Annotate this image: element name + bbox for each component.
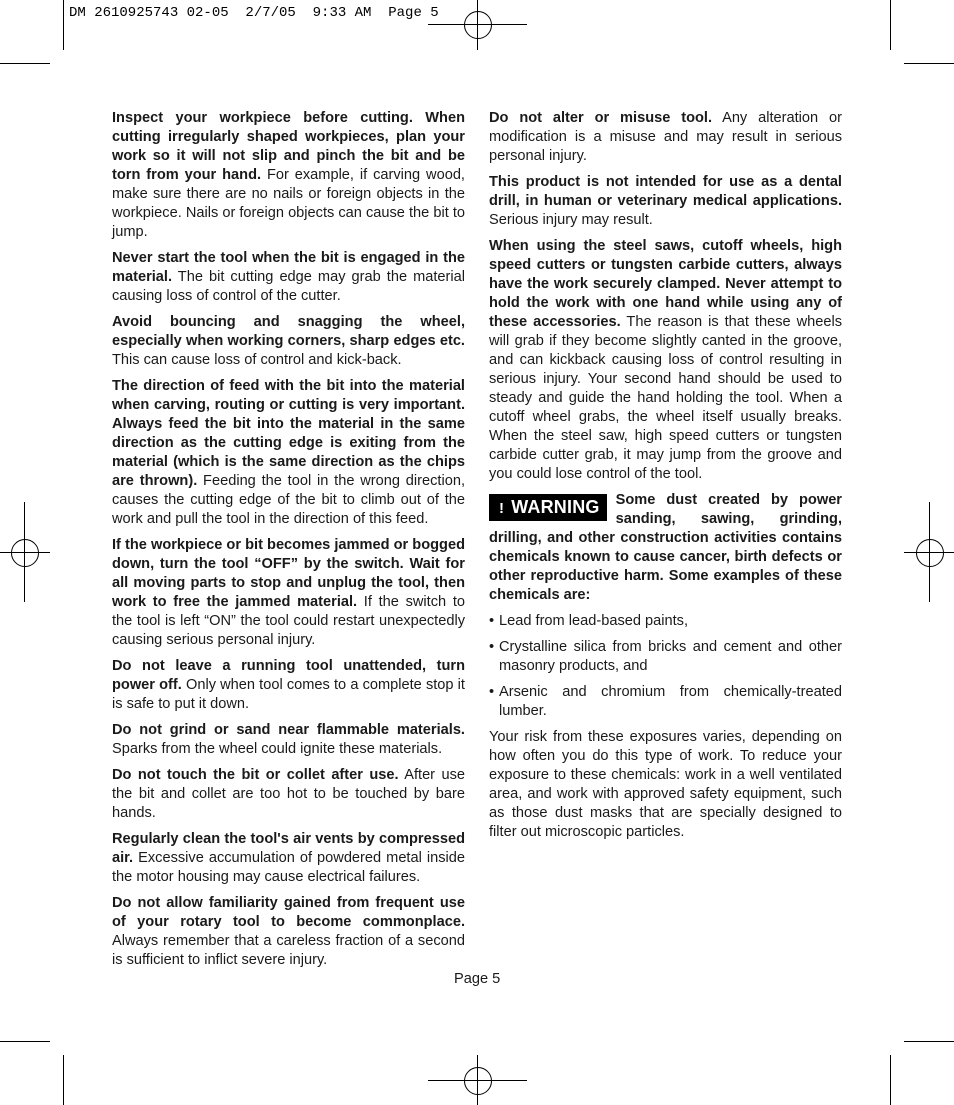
safety-paragraph — [112, 536, 465, 650]
safety-paragraph-lead: When using the steel saws, cutoff wheels, high speed cutters or tungsten carbide cutters, always have the work securely clamped. Never attempt to hold the work with one hand while using any of these accessories. — [489, 238, 842, 330]
safety-paragraph — [489, 109, 842, 166]
safety-paragraph — [489, 173, 842, 230]
safety-paragraph — [112, 721, 465, 759]
safety-paragraph — [112, 657, 465, 714]
safety-paragraph-lead: Regularly clean the tool's air vents by compressed air. — [112, 831, 465, 866]
registration-mark-circle — [464, 11, 492, 39]
crop-mark — [63, 1055, 64, 1105]
safety-paragraph-body: Always remember that a careless fraction of a second is sufficient to inflict severe injury. — [112, 933, 465, 968]
safety-paragraph-body: This can cause loss of control and kick-back. — [112, 352, 402, 368]
safety-paragraph-body: The reason is that these wheels will grab if they become slightly canted in the groove, and can kickback causing loss of control resulting in serious injury. Your second hand should be used to steady and guide the hand holding the tool. When a cutoff wheel grabs, the wheel itself usually breaks. When the steel saw, high speed cutters or tungsten carbide cutter grab, it may jump from the groove and you could lose control of the tool. — [489, 314, 842, 482]
crop-mark — [0, 1041, 50, 1042]
crop-mark — [63, 0, 64, 50]
registration-mark-circle — [464, 1067, 492, 1095]
right-column — [489, 109, 842, 849]
safety-paragraph-lead: Inspect your workpiece before cutting. When cutting irregularly shaped workpieces, plan your work so it will not slip and pinch the bit and be torn from your hand. — [112, 110, 465, 183]
safety-paragraph — [112, 109, 465, 242]
safety-paragraph — [489, 237, 842, 484]
registration-mark-circle — [11, 539, 39, 567]
safety-paragraph — [112, 377, 465, 529]
safety-paragraph — [112, 249, 465, 306]
safety-paragraph — [112, 313, 465, 370]
warning-notice — [489, 491, 842, 605]
safety-paragraph — [112, 894, 465, 970]
registration-mark-circle — [916, 539, 944, 567]
closing-paragraph: Your risk from these exposures varies, depending on how often you do this type of work. To reduce your exposure to these chemicals: work in a well ventilated area, and work with approved safety equipment, such as those dust masks that are specially designed to filter out microscopic particles. — [489, 729, 842, 840]
safety-paragraph-body: For example, if carving wood, make sure there are no nails or foreign objects in the workpiece. Nails or foreign objects can cause the bit to jump. — [112, 167, 465, 240]
safety-paragraph-lead: Do not touch the bit or collet after use. — [112, 767, 399, 783]
crop-mark — [890, 1055, 891, 1105]
safety-paragraph-body: If the switch to the tool is left “ON” the tool could restart unexpectedly causing serious personal injury. — [112, 594, 465, 648]
left-column — [112, 109, 465, 977]
safety-paragraph-lead: The direction of feed with the bit into the material when carving, routing or cutting is very important. Always feed the bit into the material in the same direction as the cutting edge is exiting from the material (which is the same direction as the chips are thrown). — [112, 378, 465, 489]
safety-paragraph-lead: Do not leave a running tool unattended, turn power off. — [112, 658, 465, 693]
safety-paragraph-body: After use the bit and collet are too hot to be touched by bare hands. — [112, 767, 466, 821]
safety-paragraph-lead: Never start the tool when the bit is engaged in the material. — [112, 250, 465, 285]
safety-paragraph-body: Any alteration or modification is a misuse and may result in serious personal injury. — [489, 110, 842, 164]
warning-label: WARNING — [511, 497, 600, 517]
page-number: Page 5 — [454, 971, 501, 987]
crop-mark — [904, 1041, 954, 1042]
safety-paragraph — [112, 830, 465, 887]
safety-paragraph-body: Excessive accumulation of powdered metal inside the motor housing may cause electrical failures. — [112, 850, 465, 885]
safety-paragraph-body: Serious injury may result. — [489, 212, 653, 228]
safety-paragraph-lead: This product is not intended for use as a dental drill, in human or veterinary medical applications. — [489, 174, 842, 209]
warning-triangle-icon: ! — [499, 500, 505, 517]
print-slug: DM 2610925743 02-05 2/7/05 9:33 AM Page 5 — [69, 5, 439, 21]
crop-mark — [904, 63, 954, 64]
list-item: • Arsenic and chromium from chemically-treated lumber. — [489, 683, 842, 721]
safety-paragraph-lead: Do not grind or sand near flammable materials. — [112, 722, 465, 738]
safety-paragraph — [112, 766, 465, 823]
safety-paragraph-lead: Do not alter or misuse tool. — [489, 110, 713, 126]
safety-paragraph-body: The bit cutting edge may grab the material causing loss of control of the cutter. — [112, 269, 465, 304]
safety-paragraph-body: Only when tool comes to a complete stop it is safe to put it down. — [112, 677, 465, 712]
safety-paragraph-lead: If the workpiece or bit becomes jammed or bogged down, turn the tool “OFF” by the switch. Wait for all moving parts to stop and unplug the tool, then work to free the jammed material. — [112, 537, 465, 610]
warning-badge — [489, 494, 607, 521]
safety-paragraph-lead: Avoid bouncing and snagging the wheel, especially when working corners, sharp edges etc. — [112, 314, 465, 349]
list-item: • Crystalline silica from bricks and cement and other masonry products, and — [489, 638, 842, 676]
list-item: • Lead from lead-based paints, — [489, 612, 842, 631]
crop-mark — [890, 0, 891, 50]
safety-paragraph-body: Feeding the tool in the wrong direction, causes the cutting edge of the bit to climb out of the work and pull the tool in the direction of this feed. — [112, 473, 465, 527]
crop-mark — [0, 63, 50, 64]
safety-paragraph-lead: Do not allow familiarity gained from frequent use of your rotary tool to become commonplace. — [112, 895, 465, 930]
warning-text: Some dust created by power sanding, sawing, grinding, drilling, and other construction activities contains chemicals known to cause cancer, birth defects or other reproductive harm. Some examples of these chemicals are: — [489, 492, 842, 603]
safety-paragraph-body: Sparks from the wheel could ignite these materials. — [112, 741, 443, 757]
chemical-list — [489, 612, 842, 721]
